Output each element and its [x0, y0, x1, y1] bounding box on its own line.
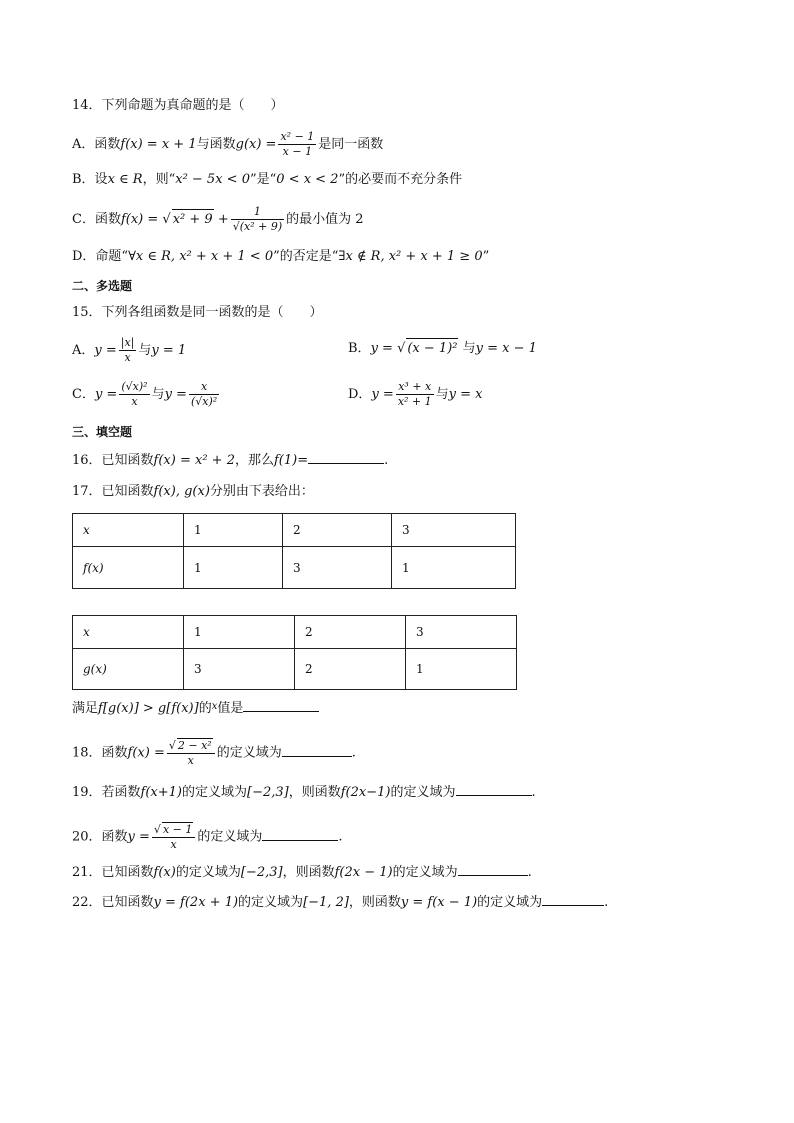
table-row: f(x) 1 3 1 [73, 547, 516, 589]
q19: 19．若函数f(x+1)的定义域为[−2,3]，则函数f(2x−1)的定义域为 . [72, 782, 536, 803]
table-row: x 1 2 3 [73, 616, 517, 649]
q18: 18．函数f(x) = $\frac{\text{√ 2 − x²}}{x}$ 的定义域为 . [72, 739, 356, 767]
q22: 22．已知函数y = f(2x + 1)的定义域为[−1, 2]，则函数y = f(x − 1)的定义域为 . [72, 892, 608, 913]
fraction: $\frac{\text{x² − 1}}{x - 1}$ [280, 130, 315, 158]
q15-option-d: D．y = $\frac{\text{x³ + x}}{\text{x² + 1}}$ 与y = x [348, 380, 483, 408]
q21: 21．已知函数f(x)的定义域为[−2,3]，则函数f(2x − 1)的定义域为 . [72, 862, 532, 883]
q15-stem: 15．下列各组函数是同一函数的是（ ） [72, 305, 323, 320]
q14-option-a: A．函数f(x) = x + 1与函数g(x) = $\frac{\text{x² − 1}}{x - 1}$ 是同一函数 [72, 130, 384, 158]
table-f [72, 513, 516, 589]
answer-blank [308, 450, 384, 464]
q15-option-b: B．y = √ (x − 1)² 与y = x − 1 [348, 338, 537, 359]
q15-option-c: C．y = $\frac{\text{(√x)²}}{x}$ 与y = $\frac{x}{\text{(√x)²}}$ [72, 380, 218, 408]
q17-condition: 满足f[g(x)] > g[f(x)]的$^x$值是 [72, 697, 319, 719]
fraction: $\frac{1}{\text{√(x² + 9)}}$ [232, 205, 283, 233]
answer-blank [456, 782, 532, 796]
q14-stem: 14．下列命题为真命题的是（ ） [72, 98, 284, 113]
q17-stem: 17．已知函数f(x), g(x)分别由下表给出： [72, 484, 314, 499]
q15-option-a: A．y = $\frac{|x|}{x}$ 与y = 1 [72, 336, 187, 364]
q14-option-d: D．命题“∀x ∈ R, x² + x + 1 < 0”的否定是“∃x ∉ R, x² + x + 1 ≥ 0” [72, 249, 490, 264]
section-heading-fill-blank: 三、填空题 [72, 425, 133, 439]
section-heading-multiple-choice: 二、多选题 [72, 279, 133, 293]
table-row: g(x) 3 2 1 [73, 649, 517, 690]
q14-option-c: C．函数f(x) = √ x² + 9 + $\frac{1}{\text{√(x² + 9)}}$ 的最小值为 2 [72, 205, 364, 233]
table-row: x 1 2 3 [73, 514, 516, 547]
answer-blank [282, 743, 352, 757]
answer-blank [262, 827, 338, 841]
answer-blank [542, 892, 604, 906]
q16: 16．已知函数f(x) = x² + 2，那么f(1)= . [72, 450, 388, 471]
answer-blank [243, 698, 319, 712]
q20: 20．函数y = $\frac{√ x - 1}{x}$ 的定义域为 . [72, 823, 343, 851]
q14-option-b: B．设x ∈ R，则“x² − 5x < 0”是“0 < x < 2”的必要而不充分条件 [72, 172, 463, 187]
answer-blank [458, 862, 528, 876]
table-g [72, 615, 517, 690]
